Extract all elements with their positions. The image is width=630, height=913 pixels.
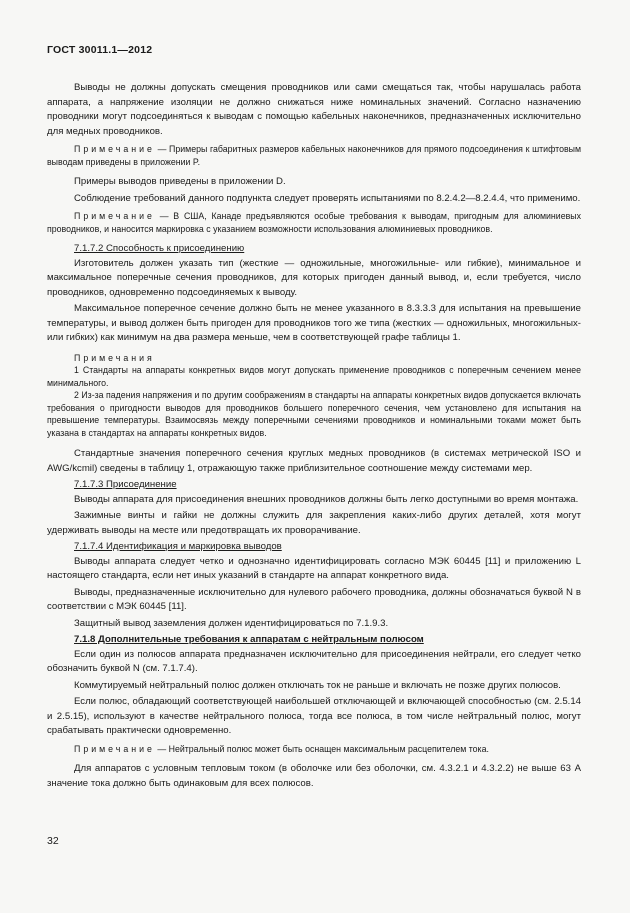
- paragraph: Коммутируемый нейтральный полюс должен отключать ток не раньше и включать не позже других полюсов.: [74, 679, 561, 691]
- note-label: Примечание: [74, 743, 155, 754]
- paragraph: Если полюс, обладающий соответствующей наибольшей отключающей и включающей способностью (см. 2.5.14 и 2.5.15), используют в качестве нейтрального полюса, тогда все полюса, в том числе нейтральный полюс, могут срабатывать практически одновременно.: [47, 696, 581, 736]
- note-label: Примечание: [74, 211, 155, 221]
- note-item: 2 Из-за падения напряжения и по другим соображениям в стандарты на аппараты конкретных видов допускается включать требования о пригодности выводов для проводников большего поперечного сечения, чем установлено для испытания на превышение температуры. Взаимосвязь между поперечными сечениями проводников и номинальными токами может быть указана в стандартах на аппараты конкретных видов.: [47, 390, 581, 438]
- notes-label: Примечания: [74, 352, 155, 363]
- note-text: — Примеры габаритных размеров кабельных наконечников для прямого подсоединения к штифтовым выводам приведены в приложении P.: [47, 144, 581, 167]
- note-item: 1 Стандарты на аппараты конкретных видов могут допускать применение проводников с поперечным сечением менее минимального.: [47, 365, 581, 388]
- paragraph: Стандартные значения поперечного сечения круглых медных проводников (в системах метрической ISO и AWG/kcmil) сведены в таблицу 1, отражающую также приблизительное соотношение между системами мер.: [47, 448, 581, 474]
- standard-header: ГОСТ 30011.1—2012: [47, 44, 153, 56]
- subclause-heading: 7.1.7.2 Способность к присоединению: [74, 243, 245, 254]
- paragraph: Максимальное поперечное сечение должно быть не менее указанного в 8.3.3.3 для испытания на превышение температуры, и вывод должен быть пригоден для проводников того же типа (жестких — одножильных, многожильных- или гибких) как минимум на два размера меньше, чем в соответствующей графе таблицы 1.: [47, 303, 581, 343]
- page-number: 32: [47, 835, 59, 847]
- subclause-heading: 7.1.7.3 Присоединение: [74, 479, 177, 490]
- paragraph: Выводы, предназначенные исключительно для нулевого рабочего проводника, должны обозначаться буквой N в соответствии с МЭК 60445 [11].: [47, 586, 581, 612]
- paragraph: Для аппаратов с условным тепловым током (в оболочке или без оболочки, см. 4.3.2.1 и 4.3.2.2) не выше 63 А значение тока должно быть одинаковым для всех полюсов.: [47, 763, 581, 789]
- note: [47, 743, 581, 756]
- paragraph: Если один из полюсов аппарата предназначен исключительно для присоединения нейтрали, его следует четко обозначить буквой N (см. 7.1.7.4).: [47, 648, 581, 674]
- paragraph: Примеры выводов приведены в приложении D.: [74, 176, 286, 187]
- clause-heading: 7.1.8 Дополнительные требования к аппаратам с нейтральным полюсом: [74, 634, 424, 645]
- subclause-heading: 7.1.7.4 Идентификация и маркировка выводов: [74, 541, 282, 552]
- note-label: Примечание: [74, 144, 155, 154]
- note-text: — В США, Канаде предъявляются особые требования к выводам, пригодным для алюминиевых проводников, и наносится маркировка с указанием возможности использования алюминиевых проводников.: [47, 211, 581, 234]
- paragraph: Защитный вывод заземления должен идентифицироваться по 7.1.9.3.: [74, 617, 389, 629]
- note: [47, 143, 581, 168]
- paragraph: Изготовитель должен указать тип (жесткие — одножильные, многожильные- или гибкие), минимальное и максимальное поперечные сечения проводников, для которых пригоден данный вывод, и, если требуется, число проводников, одновременно подсоединяемых к выводу.: [47, 257, 581, 298]
- paragraph: Выводы аппарата следует четко и однозначно идентифицировать согласно МЭК 60445 [11] и приложению L настоящего стандарта, если нет иных указаний в стандарте на аппарат конкретного вида.: [47, 555, 581, 581]
- note: [47, 210, 581, 235]
- paragraph: Выводы аппарата для присоединения внешних проводников должны быть легко доступными во время монтажа.: [74, 493, 579, 505]
- page-content: [47, 81, 581, 793]
- paragraph: Соблюдение требований данного подпункта следует проверять испытаниями по 8.2.4.2—8.2.4.4, что применимо.: [74, 192, 581, 204]
- paragraph: Выводы не должны допускать смещения проводников или сами смещаться так, чтобы нарушалась работа аппарата, а напряжение изоляции не должно снижаться ниже номинальных значений. Согласно назначению проводники могут подсоединяться к выводам с помощью кабельных наконечников, предназначенных исключительно для медных проводников.: [47, 82, 581, 137]
- note-text: — Нейтральный полюс может быть оснащен максимальным расцепителем тока.: [154, 743, 489, 754]
- paragraph: Зажимные винты и гайки не должны служить для закрепления каких-либо других деталей, хотя могут удерживать выводы на месте или предотвращать их проворачивание.: [47, 510, 581, 536]
